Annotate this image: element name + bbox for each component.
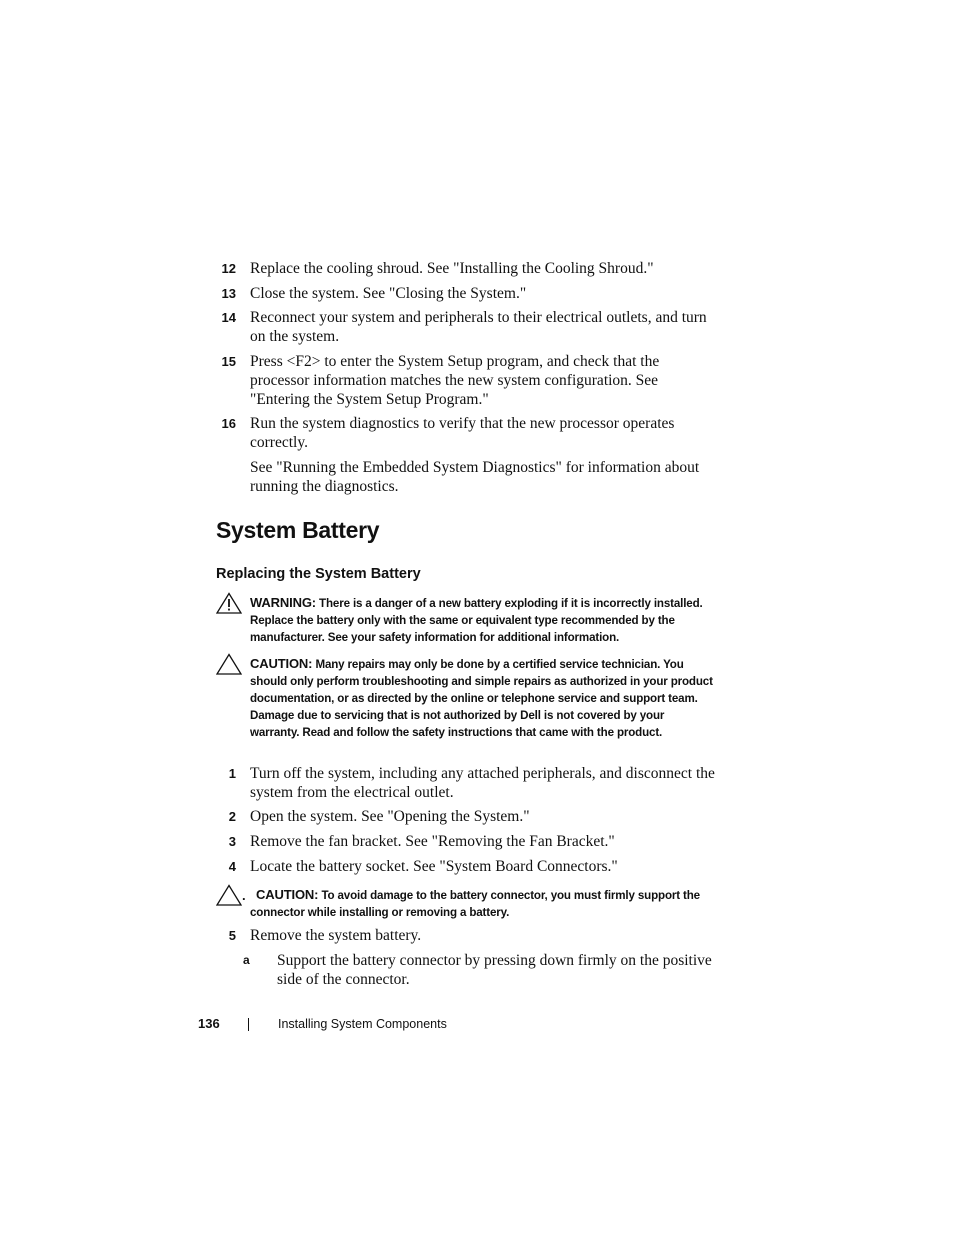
substep-text: Support the battery connector by pressing down firmly on the positive side of the connector. (277, 952, 712, 988)
caution-label: CAUTION: (256, 887, 319, 902)
step-text: Remove the fan bracket. See "Removing the Fan Bracket." (250, 833, 615, 850)
step-text: Close the system. See "Closing the System." (250, 285, 527, 302)
warning-label: WARNING: (250, 595, 316, 610)
step-number: 5 (228, 928, 236, 943)
step-text: Press <F2> to enter the System Setup program, and check that the processor information matches the new system configuration. See "Entering the System Setup Program." (250, 353, 660, 408)
step-number: 12 (221, 261, 236, 276)
caution-text: To avoid damage to the battery connector, you must firmly support the connector while installing or removing a battery. (250, 889, 700, 919)
step-number: 13 (221, 286, 236, 301)
step-text: Reconnect your system and peripherals to their electrical outlets, and turn on the system. (250, 309, 707, 345)
footer-chapter-title: Installing System Components (278, 1017, 447, 1031)
section-title: System Battery (216, 517, 380, 543)
caution-icon (216, 884, 242, 906)
step-number: 4 (228, 859, 236, 874)
step-16-followup: See "Running the Embedded System Diagnostics" for information about running the diagnostics. (250, 459, 700, 495)
footer-separator (248, 1018, 249, 1031)
step-text: Run the system diagnostics to verify that the new processor operates correctly. (250, 415, 675, 451)
caution-label: CAUTION: (250, 656, 313, 671)
step-text: Remove the system battery. (250, 927, 422, 944)
step-number: 1 (228, 766, 236, 781)
page-number: 136 (198, 1016, 220, 1031)
subsection-title: Replacing the System Battery (216, 566, 421, 582)
step-text: Replace the cooling shroud. See "Installing the Cooling Shroud." (250, 260, 654, 277)
caution-icon (216, 653, 242, 675)
substep-letter: a (243, 953, 250, 967)
step-number: 2 (228, 809, 236, 824)
step-text: Turn off the system, including any attached peripherals, and disconnect the system from the electrical outlet. (250, 765, 715, 801)
warning-icon (216, 592, 242, 614)
warning-text: There is a danger of a new battery exploding if it is incorrectly installed. Replace the battery only with the same or equivalent type recommended by the manufacturer. See your safety information for additional information. (250, 597, 703, 644)
step-number: 14 (221, 310, 236, 325)
step-number: 16 (221, 416, 236, 431)
caution-dot: . (242, 888, 246, 903)
step-text: Locate the battery socket. See "System Board Connectors." (250, 858, 618, 875)
step-number: 15 (221, 354, 236, 369)
step-number: 3 (228, 834, 236, 849)
step-text: Open the system. See "Opening the System." (250, 808, 530, 825)
caution-text: Many repairs may only be done by a certified service technician. You should only perform troubleshooting and simple repairs as authorized in your product documentation, or as directed by the online or telephone service and support team. Damage due to servicing that is not authorized by Dell is not covered by your warranty. Read and follow the safety instructions that came with the product. (250, 658, 713, 739)
